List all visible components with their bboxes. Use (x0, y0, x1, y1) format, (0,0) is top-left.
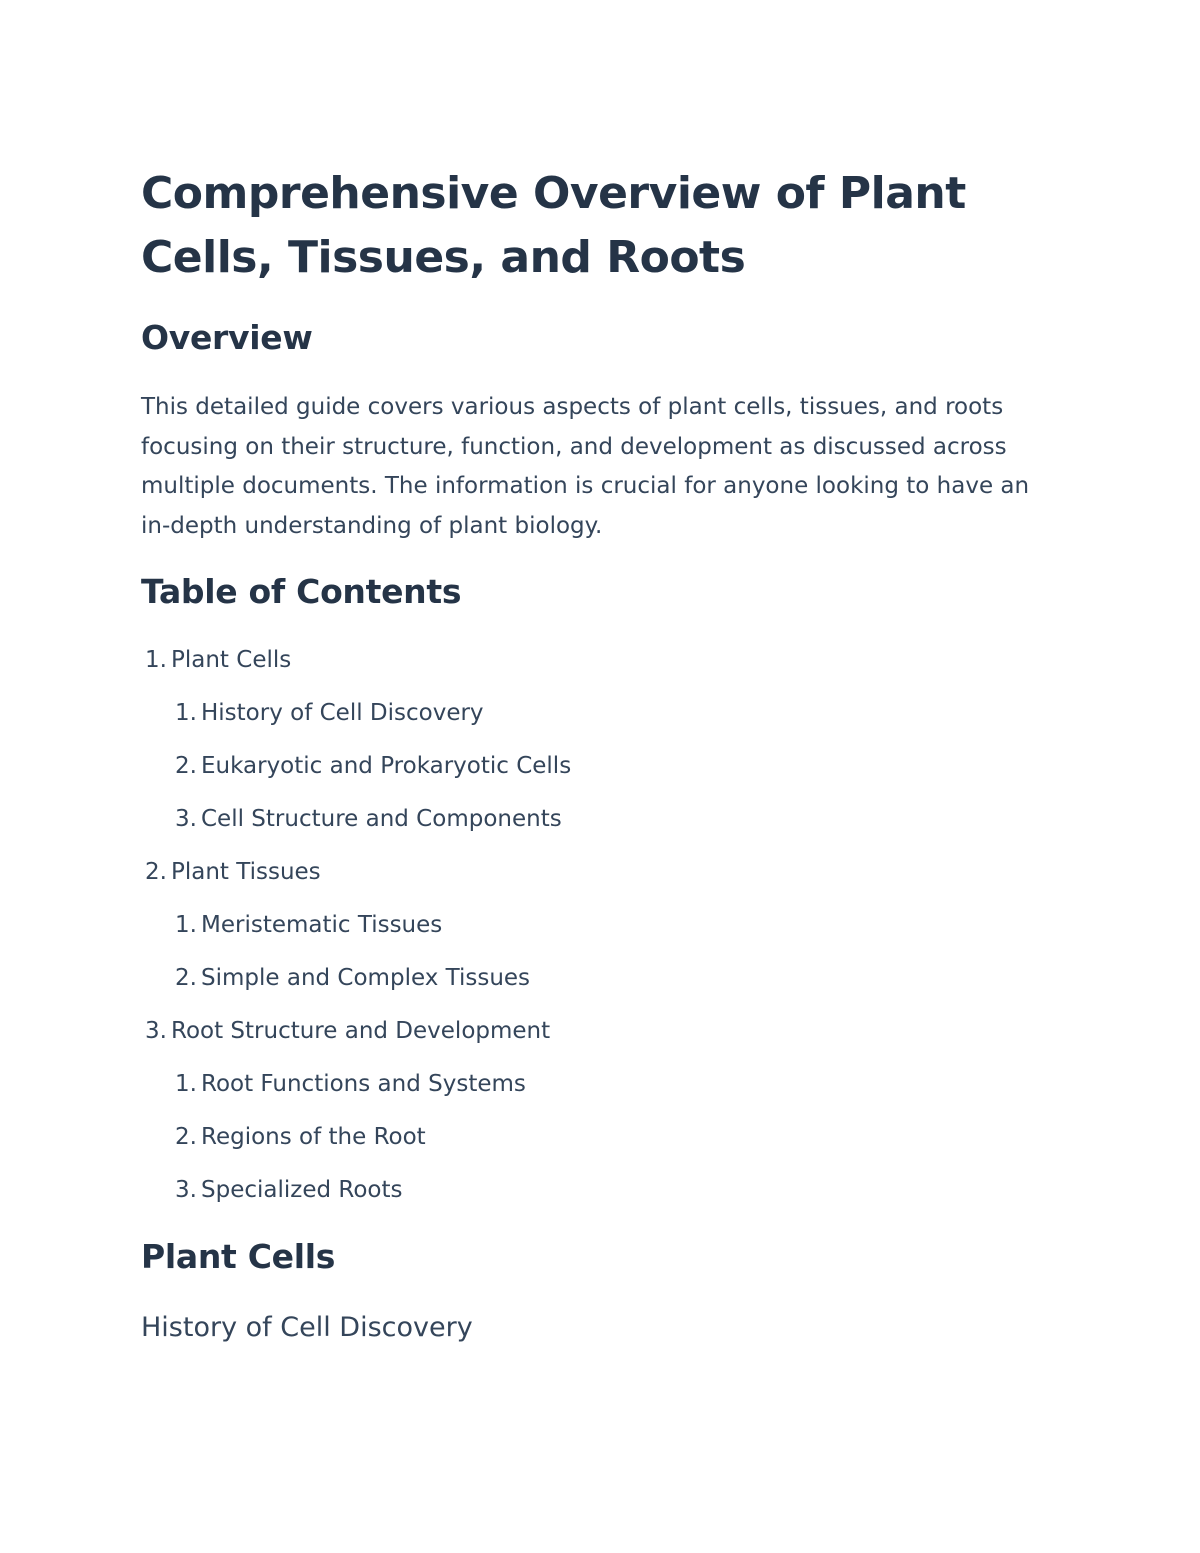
toc-item-specialized-roots[interactable] (171, 1170, 403, 1210)
toc-item-history-of-cell-discovery[interactable] (171, 693, 484, 733)
toc-item-simple-and-complex-tissues[interactable] (171, 958, 530, 998)
toc-item-number: 1. (175, 700, 197, 726)
toc-item-root-functions-and-systems[interactable] (171, 1064, 526, 1104)
toc-item-number: 2. (145, 859, 167, 885)
toc-item-number: 1. (175, 912, 197, 938)
toc-item-label: Root Structure and Development (171, 1018, 551, 1044)
toc-heading: Table of Contents (141, 572, 462, 611)
toc-item-cell-structure-and-components[interactable] (171, 799, 562, 839)
toc-item-regions-of-the-root[interactable] (171, 1117, 426, 1157)
document-title: Comprehensive Overview of Plant Cells, Tissues, and Roots (141, 168, 966, 283)
toc-item-number: 2. (175, 753, 197, 779)
overview-heading: Overview (141, 318, 313, 357)
toc-item-number: 1. (175, 1071, 197, 1097)
toc-item-number: 3. (175, 806, 197, 832)
toc-item-number: 3. (175, 1177, 197, 1203)
toc-item-number: 1. (145, 647, 167, 673)
toc-item-number: 2. (175, 1124, 197, 1150)
toc-item-label: History of Cell Discovery (201, 700, 484, 726)
toc-item-plant-cells[interactable] (141, 640, 291, 680)
toc-item-eukaryotic-and-prokaryotic-cells[interactable] (171, 746, 571, 786)
toc-item-meristematic-tissues[interactable] (171, 905, 442, 945)
toc-item-label: Root Functions and Systems (201, 1071, 526, 1097)
history-of-cell-discovery-heading: History of Cell Discovery (141, 1312, 473, 1343)
toc-item-label: Plant Cells (171, 647, 292, 673)
toc-item-label: Cell Structure and Components (201, 806, 562, 832)
toc-item-root-structure-and-development[interactable] (141, 1011, 550, 1051)
toc-item-label: Meristematic Tissues (201, 912, 443, 938)
plant-cells-heading: Plant Cells (141, 1237, 336, 1276)
toc-item-number: 3. (145, 1018, 167, 1044)
toc-item-number: 2. (175, 965, 197, 991)
toc-item-label: Simple and Complex Tissues (201, 965, 531, 991)
toc-item-label: Eukaryotic and Prokaryotic Cells (201, 753, 572, 779)
overview-paragraph: This detailed guide covers various aspects of plant cells, tissues, and roots focusing on their structure, function, and development as discussed across multiple documents. The information is crucial for anyone looking to have an in-depth understanding of plant biology. (141, 394, 1030, 539)
toc-item-label: Regions of the Root (201, 1124, 426, 1150)
toc-item-label: Specialized Roots (201, 1177, 403, 1203)
toc-item-plant-tissues[interactable] (141, 852, 321, 892)
toc-item-label: Plant Tissues (171, 859, 321, 885)
